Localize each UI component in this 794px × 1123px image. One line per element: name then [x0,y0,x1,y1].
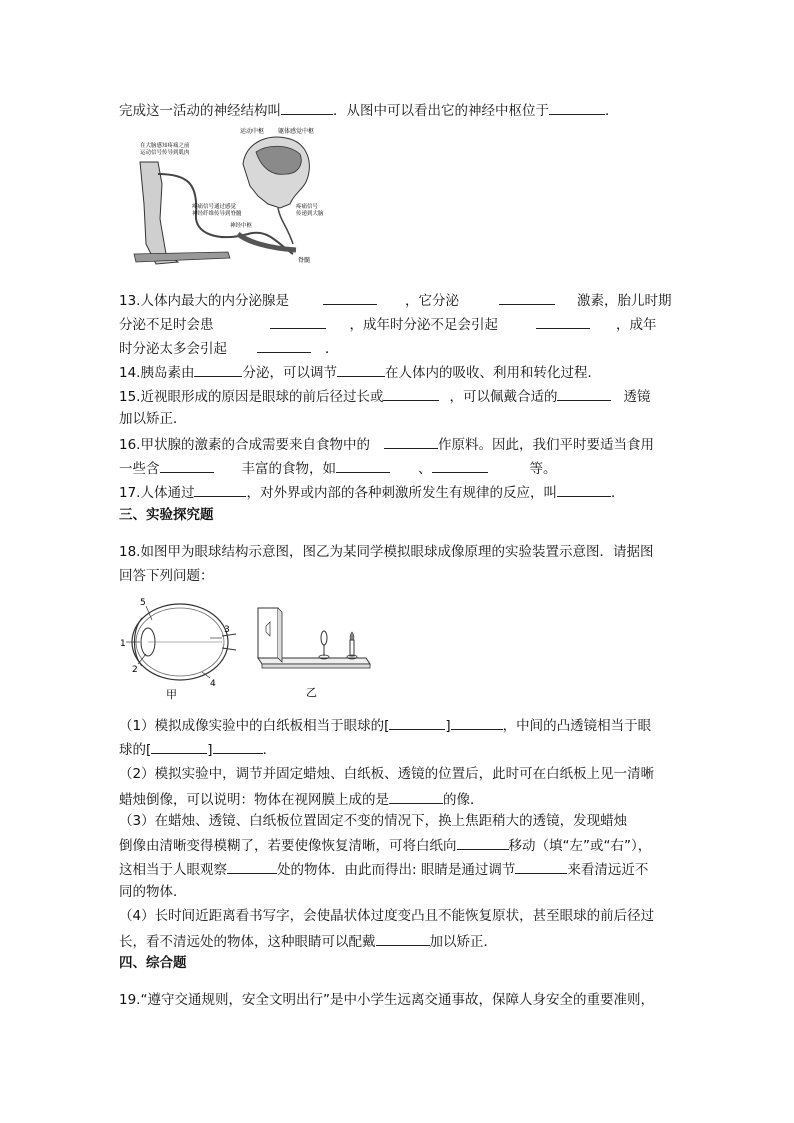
q18-s1-line-1: （1）模拟成像实验中的白纸板相当于眼球的[ ] ，中间的凸透镜相当于眼 [119,714,651,736]
label-motor: 运动中枢 [240,128,265,135]
q18-s2-line-1: （2）模拟实验中，调节并固定蜡烛、白纸板、透镜的位置后，此时可在白纸板上见一清晰 [119,766,655,782]
label-pain-up-2: 传递到大脑 [296,211,324,217]
floor-drawing [134,252,230,262]
q16-blank-2[interactable] [160,457,214,473]
q12-blank-2[interactable] [549,99,605,115]
q17-line: 17.人体通过 ，对外界或内部的各种刺激所发生有规律的反应，叫 ． [119,481,624,503]
reflex-arc-figure [118,124,333,274]
apparatus-diagram [248,600,378,702]
eye-label-1: 1 [120,639,126,649]
q16-line-2: 一些含 丰富的食物，如 、 等。 [119,457,557,479]
q14-line: 14.胰岛素由 分泌，可以调节 在人体内的吸收、利用和转化过程． [119,361,601,383]
q13-line-1: 13.人体内最大的内分泌腺是 ，它分泌 激素，胎儿时期 [119,289,671,311]
candle [350,640,354,656]
q18-s2-blank[interactable] [389,788,443,804]
fig-jia-caption: 甲 [166,688,177,701]
q18-s4-line-2: 长，看不清远处的物体，这种眼睛可以配戴 加以矫正． [119,930,497,952]
label-pain-2: 神经纤维传导到脊髓 [192,211,242,217]
q18-s1-blank-2[interactable] [451,714,503,730]
q14-blank-1[interactable] [194,361,242,377]
fig-yi-caption: 乙 [306,686,317,699]
q16-line-1: 16.甲状腺的激素的合成需要来自食物中的 作原料。因此，我们平时要适当食用 [119,433,654,455]
q15-line-1: 15.近视眼形成的原因是眼球的前后径过长或 ，可以佩戴合适的 透镜 [119,385,650,407]
q18-s2-line-2: 蜡烛倒像，可以说明：物体在视网膜上成的是 的像． [119,788,484,810]
q12-blank-1[interactable] [281,99,333,115]
q18-s4-blank[interactable] [376,930,430,946]
q17-blank-1[interactable] [194,481,246,497]
q18-s3-blank-2[interactable] [227,858,277,874]
eye-label-3: 3 [224,625,230,635]
q14-blank-2[interactable] [337,361,385,377]
label-pain-up-1: 疼痛信号 [296,204,319,210]
q19-line: 19.“遵守交通规则，安全文明出行”是中小学生远离交通事故，保障人身安全的重要准则， [119,992,654,1008]
q12-text-1: 完成这一活动的神经结构叫 [119,103,281,119]
q16-blank-3[interactable] [336,457,390,473]
q16-blank-4[interactable] [432,457,488,473]
q18-s3-line-2: 倒像由清晰变得模糊了，若要使像恢复清晰，可将白纸向 移动（填“左”或“右”）， [119,834,651,856]
convex-lens [321,631,327,645]
q18-s3-line-3: 这相当于人眼观察 处的物体．由此而得出: 眼睛是通过调节 来看清远近不 [119,858,648,880]
label-center: 神经中枢 [230,223,253,229]
q17-blank-2[interactable] [557,481,611,497]
q18-s3-blank-1[interactable] [457,834,509,850]
section-3-heading: 三、实验探究题 [119,507,214,523]
q13-blank-5[interactable] [257,337,311,353]
q18-intro-1: 18.如图甲为眼球结构示意图，图乙为某同学模拟眼球成像原理的实验装置示意图．请据图 [119,544,654,560]
label-sensory: 躯体感觉中枢 [278,128,315,135]
q15-blank-1[interactable] [383,385,439,401]
section-4-heading: 四、综合题 [119,955,187,971]
eye-diagram [118,594,238,702]
q13-blank-1[interactable] [323,289,377,305]
leg-drawing [140,162,178,264]
q13-line-3: 时分泌太多会引起 ． [119,337,339,359]
q18-s4-line-1: （4）长时间近距离看书写字，会使晶状体过度变凸且不能恢复原状，甚至眼球的前后径过 [119,908,655,924]
q12-text-3: ． [605,103,619,119]
q18-s1-blank-4[interactable] [213,738,263,754]
q18-intro-2: 回答下列问题： [119,568,214,584]
eye-label-4: 4 [210,679,216,689]
q13-blank-3[interactable] [270,313,326,329]
q13-line-2: 分泌不足时会患 ，成年时分泌不足会引起 ，成年 [119,313,657,335]
eye-label-2: 2 [132,665,138,675]
q12-line [119,99,619,121]
spinal-cord-drawing [238,234,296,250]
q18-s1-blank-3[interactable] [151,738,207,754]
q18-s3-line-4: 同的物体． [119,884,187,900]
q15-blank-2[interactable] [557,385,611,401]
label-brain-note-1: 在大脑感知疼痛之前 [140,143,190,149]
candle-flame [350,632,354,640]
q18-s3-line-1: （3）在蜡烛、透镜、白纸板位置固定不变的情况下，换上焦距稍大的透镜，发现蜡烛 [119,813,628,829]
q13-blank-2[interactable] [499,289,555,305]
q18-s1-blank-1[interactable] [389,714,445,730]
q15-line-2: 加以矫正． [119,411,187,427]
eye-label-5: 5 [140,598,146,608]
q18-s1-line-2: 球的[ ] ． [119,738,276,760]
label-brain-note-2: 运动信号传导到肌肉 [140,150,190,156]
label-spinal: 脊髓 [298,257,311,264]
label-pain-1: 疼痛信号通过感觉 [192,204,237,210]
q12-text-2: ．从图中可以看出它的神经中枢位于 [333,103,549,119]
q13-blank-4[interactable] [536,313,590,329]
q18-s3-blank-3[interactable] [515,858,567,874]
q16-blank-1[interactable] [384,433,438,449]
